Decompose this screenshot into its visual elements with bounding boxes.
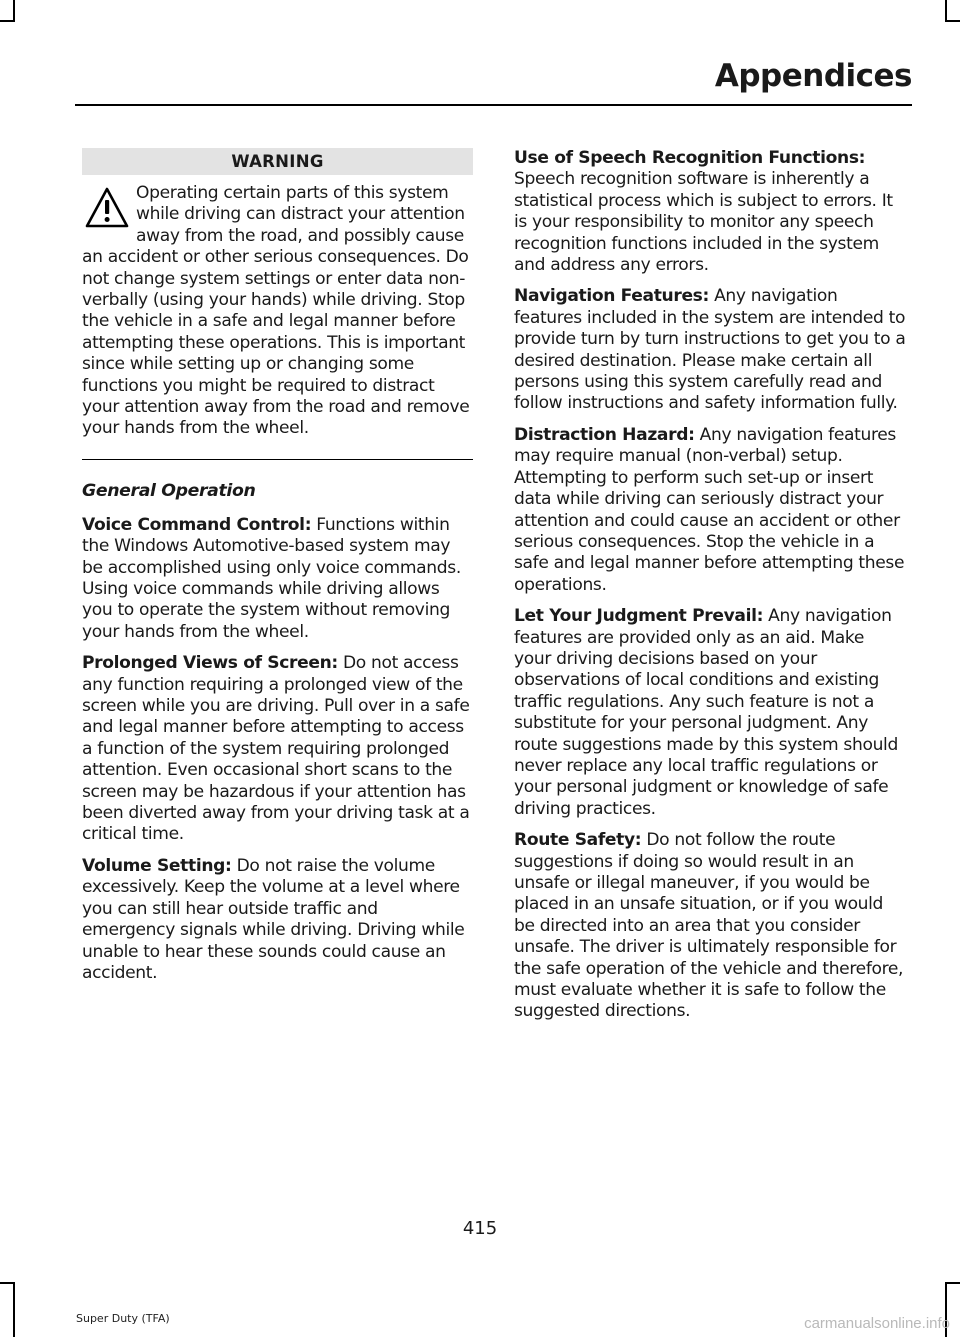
paragraph-text: Do not follow the route suggestions if doing so would result in an unsafe or illegal maneuver, if you would be placed in an unsafe situation, or if you would be directed into an area that you consider unsafe. The driver is ultimately responsible for the safe operation of the vehicle and therefore, must evaluate whether it is safe to follow the suggested directions. xyxy=(514,830,904,1022)
crop-mark-top-right xyxy=(945,0,947,22)
crop-mark-bottom-right xyxy=(945,1282,960,1284)
left-column xyxy=(82,148,473,994)
paragraph-text: Any navigation features included in the system are intended to provide turn by turn instructions to get you to a desired destination. Please make certain all persons using this system carefully read and follow instructions and safety information fully. xyxy=(514,286,906,414)
watermark: carmanualsonline.info xyxy=(804,1315,950,1332)
warning-text: Operating certain parts of this system while driving can distract your attention away from the road, and possibly cause an accident or other serious consequences. Do not change system settings or enter data non-verbally (using your hands) while driving. Stop the vehicle in a safe and legal manner before attempting these operations. This is important since while setting up or changing some functions you might be required to distract your attention away from the road and remove your hands from the wheel. xyxy=(82,183,470,439)
paragraph-lead: Distraction Hazard: xyxy=(514,424,695,445)
paragraph-route-safety xyxy=(514,830,906,1023)
paragraph-distraction-hazard xyxy=(514,425,906,596)
paragraph-judgment-prevail xyxy=(514,606,906,820)
warning-heading: WARNING xyxy=(82,148,473,175)
paragraph-lead: Voice Command Control: xyxy=(82,514,312,535)
page-number: 415 xyxy=(462,1218,498,1239)
right-column xyxy=(514,148,906,1033)
warning-triangle-icon xyxy=(84,186,130,230)
paragraph-lead: Use of Speech Recognition Functions: xyxy=(514,148,866,168)
crop-mark-top-left xyxy=(13,0,15,22)
footer-model: Super Duty (TFA) xyxy=(76,1312,170,1325)
paragraph-lead: Volume Setting: xyxy=(82,855,232,876)
warning-divider xyxy=(82,459,473,461)
crop-mark-bottom-left xyxy=(0,1282,15,1284)
section-heading: General Operation xyxy=(82,481,256,502)
paragraph-lead: Prolonged Views of Screen: xyxy=(82,653,338,674)
paragraph-text: Do not raise the volume excessively. Keep the volume at a level where you can still hear outside traffic and emergency signals while driving. Driving while unable to hear these sounds could cause an accident. xyxy=(82,855,465,983)
crop-mark-bottom-left xyxy=(13,1282,15,1337)
paragraph-lead: Navigation Features: xyxy=(514,286,709,307)
warning-box xyxy=(82,148,473,460)
paragraph-lead: Let Your Judgment Prevail: xyxy=(514,606,764,627)
paragraph-speech-recognition xyxy=(514,148,906,276)
paragraph-text: Any navigation features may require manual (non-verbal) setup. Attempting to perform such set-up or insert data while driving can seriously distract your attention and could cause an accident or other serious consequences. Stop the vehicle in a safe and legal manner before attempting these operations. xyxy=(514,424,905,595)
crop-mark-top-left xyxy=(0,20,15,22)
crop-mark-top-right xyxy=(945,20,960,22)
page-title: Appendices xyxy=(714,58,912,94)
header-divider xyxy=(75,104,912,106)
paragraph-text: Do not access any function requiring a prolonged view of the screen while you are driving. Pull over in a safe and legal manner before attempting to access a function of the system requiring prolonged attention. Even occasional short scans to the screen may be hazardous if your attention has been diverted away from your driving task at a critical time. xyxy=(82,653,470,845)
paragraph-text: Speech recognition software is inherently a statistical process which is subject to errors. It is your responsibility to monitor any speech recognition functions included in the system and address any errors. xyxy=(514,169,893,276)
paragraph-volume-setting xyxy=(82,856,473,984)
paragraph-lead: Route Safety: xyxy=(514,830,642,851)
paragraph-navigation-features xyxy=(514,286,906,414)
paragraph-voice-command-control xyxy=(82,515,473,643)
paragraph-text: Any navigation features are provided only as an aid. Make your driving decisions based on your observations of local conditions and existing traffic regulations. Any such feature is not a substitute for your personal judgment. Any route suggestions made by this system should never replace any local traffic regulations or your personal judgment or knowledge of safe driving practices. xyxy=(514,606,898,819)
warning-body xyxy=(82,183,473,440)
paragraph-text: Functions within the Windows Automotive-based system may be accomplished using only voice commands. Using voice commands while driving allows you to operate the system without removing your hands from the wheel. xyxy=(82,514,461,642)
paragraph-prolonged-views xyxy=(82,653,473,846)
